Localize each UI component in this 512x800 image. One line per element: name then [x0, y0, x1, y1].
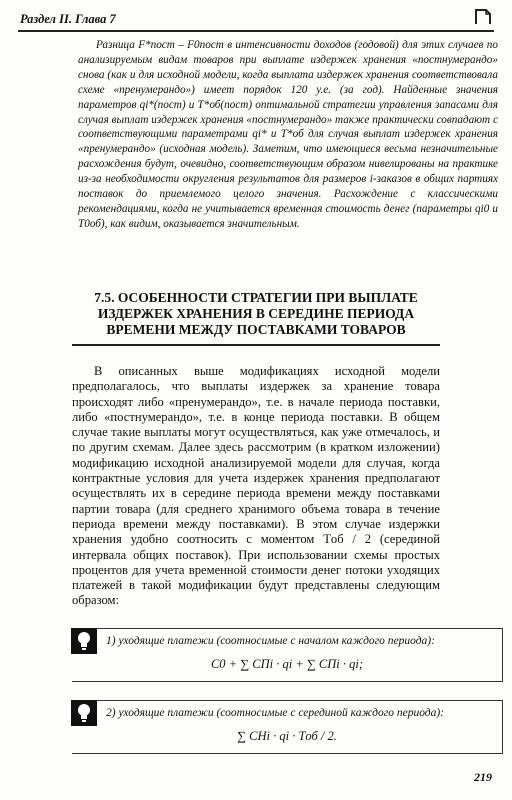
lightbulb-icon [71, 628, 97, 654]
formula-label-2: 2) уходящие платежи (соотносимые с серединой каждого периода): [106, 707, 445, 719]
body-paragraph [72, 364, 440, 609]
section-title-rule [72, 344, 440, 346]
formula-2: ∑ CHi · qi · Tоб / 2. [237, 729, 337, 743]
page-number: 219 [474, 770, 492, 784]
page-corner-icon [474, 6, 492, 26]
running-title: Раздел II. Глава 7 [20, 12, 116, 26]
italic-paragraph-text: Разница F*пост – F0пост в интенсивности доходов (годовой) для этих случаев по анализируемым видам товаров при выплате издержек хранения «постнумерандо» снова (как и для исходной модели, когда выплата издержек хранения соответствовала схеме «пренумерандо») имеет порядок 120 у.е. (за год). Найденные значения параметров qi*(пост) и T*об(пост) оптимальной стратегии управления запасами для случая выплат издержек хранения «постнумерандо» также практически совпадают с соответствующими параметрами qi* и T*об для случая выплат издержек хранения «пренумерандо» (исходная модель). Заметим, что имеющиеся весьма незначительные расхождения будут, очевидно, соответствующим образом нивелированы на практике из-за необходимости округления результатов для размеров i-заказов в общих партиях поставок до приемлемого целого значения. Расхождение с классическими рекомендациями, когда не учитывается временная стоимость денег (параметры qi0 и T0об), как видим, оказывается значительным. [78, 39, 498, 230]
italic-paragraph [78, 38, 498, 232]
section-title: 7.5. ОСОБЕННОСТИ СТРАТЕГИИ ПРИ ВЫПЛАТЕ ИЗДЕРЖЕК ХРАНЕНИЯ В СЕРЕДИНЕ ПЕРИОДА ВРЕМЕНИ МЕЖДУ ПОСТАВКАМИ ТОВАРОВ [94, 290, 418, 337]
formula-label-1: 1) уходящие платежи (соотносимые с началом каждого периода): [106, 635, 435, 647]
formula-1: C0 + ∑ CПi · qi + ∑ CПi · qi; [210, 657, 364, 671]
formula-box-2 [72, 700, 503, 754]
body-paragraph-text: В описанных выше модификациях исходной модели предполагалось, что выплаты издержек за хранение товара происходят либо «пренумерандо», т.е. в начале периода поставки, либо «постнумерандо», т.е. в конце периода поставки. В общем случае такие выплаты могут осуществляться, как уже отмечалось, и по другим схемам. Далее здесь рассмотрим (в кратком изложении) модификацию исходной анализируемой модели для случая, когда контрактные условия для учета издержек хранения предполагают осуществлять их в середине периода времени между поставками партии товара (для среднего хранимого объема товара в течение периода времени между поставками). В этом случае издержки хранения удобно соотносить с моментом Tоб / 2 (серединой интервала общих поставок). При использовании схемы простых процентов для учета временной стоимости денег потоки уходящих платежей в такой модификации будут представлены следующим образом: [72, 364, 440, 608]
lightbulb-icon [71, 700, 97, 726]
formula-box-1 [72, 628, 503, 682]
